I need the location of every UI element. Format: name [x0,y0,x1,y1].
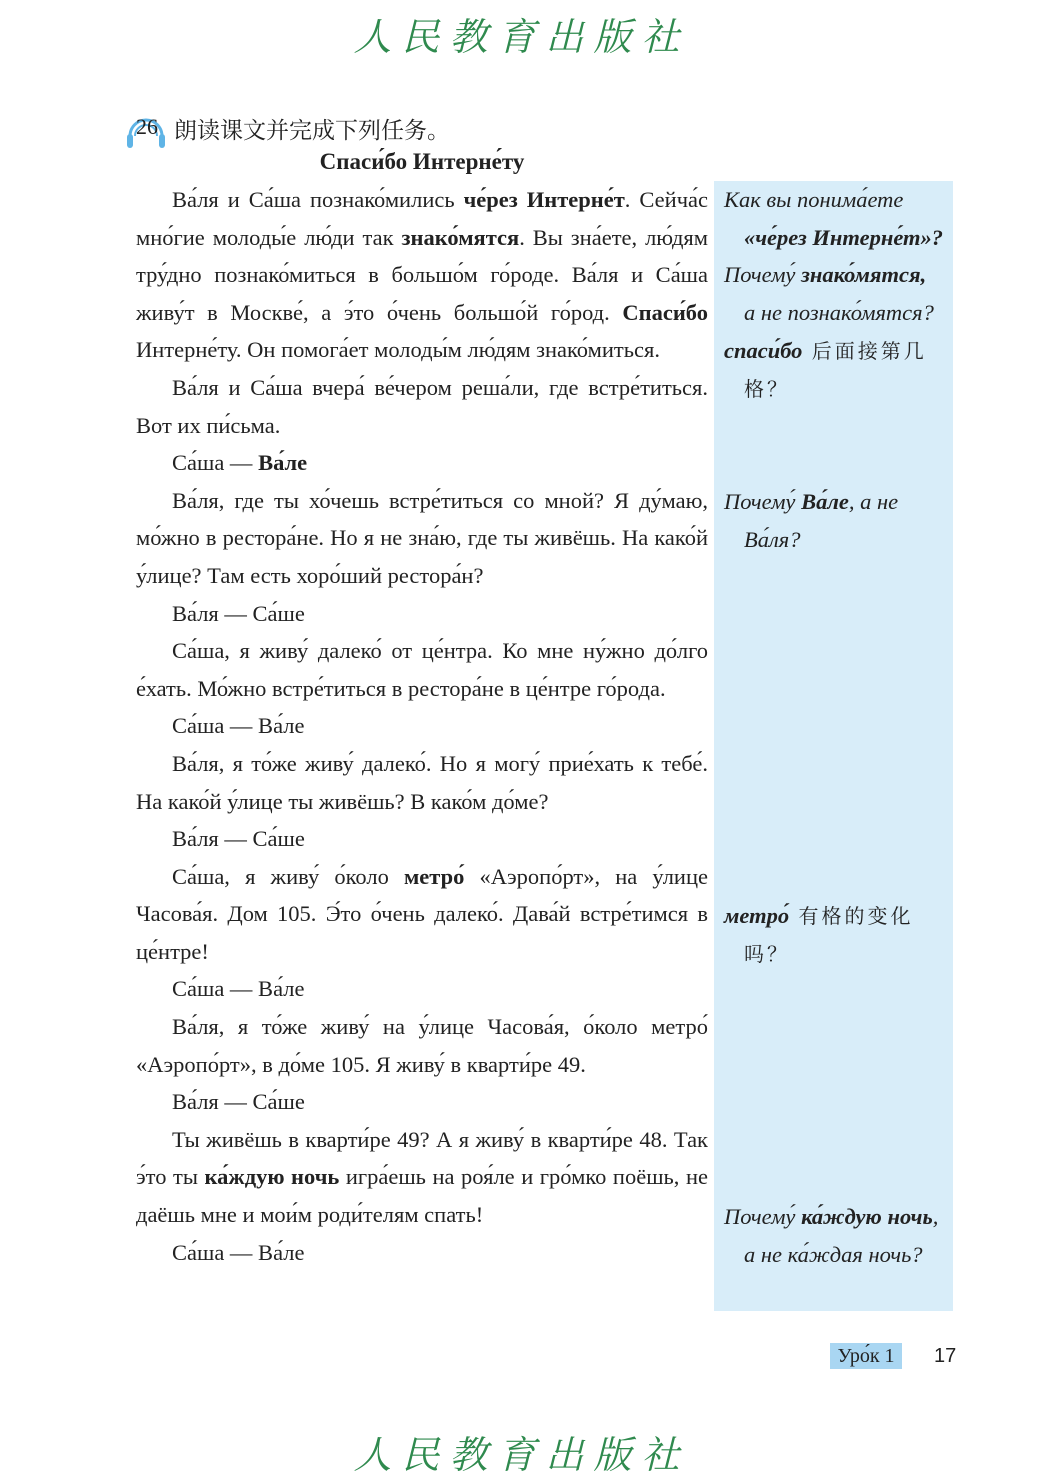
text-run: Са́ша, я живу́ далеко́ от це́нтра. Ко мне ну́жно до́лго е́хать. Мо́жно встре́титься в рестора́не в це́нтре го́рода. [136,638,708,701]
text-run: Ва́ля, где ты хо́чешь встре́титься со мной? Я ду́маю, мо́жно в рестора́не. Но я не зна́ю, где ты живёшь. На како́й у́лице? Там есть хоро́ший рестора́н? [136,487,708,588]
note-text: Почему́ [724,1204,802,1229]
note-keyword: знако́мятся, [801,262,927,287]
text-title: Спаси́бо Интерне́ту [319,149,525,174]
note-keyword: «че́рез Интерне́т»? [744,224,944,250]
task-instruction: 朗读课文并完成下列任务。 [174,118,450,144]
note-metro [724,897,950,973]
text-paragraph [136,632,708,707]
note-line: 格？ [744,376,790,401]
page-number: 17 [934,1345,957,1367]
margin-notes [714,181,953,1311]
text-run: Ва́ля, я то́же живу́ на у́лице Часова́я, о́коло метро́ «Аэропо́рт», в до́ме 105. Я живу́ в кварти́ре 49. [136,1014,708,1077]
highlighted-phrase: че́рез Интерне́т [463,187,625,212]
text-paragraph [136,482,708,595]
highlighted-phrase: Ва́ле [258,450,308,476]
note-keyword: Ва́ле [801,489,849,514]
note-line: а не ка́ждая ночь? [744,1241,923,1267]
highlighted-phrase: ка́ждую ночь [204,1164,340,1190]
text-run: игра́ешь на роя́ле и гро́мко поёшь, не даёшь мне и мои́м роди́телям спать! [136,1164,708,1228]
note-line [724,219,950,257]
note-kazhduyu-noch [724,1198,950,1273]
text-run: Ва́ля, я то́же живу́ далеко́. Но я могу́ прие́хать к тебе́. На како́й у́лице ты живёшь? В како́м до́ме? [136,750,708,814]
note-through-internet [724,181,950,256]
note-line [724,1198,950,1236]
note-text: 后面接第几 [802,339,927,363]
note-line: Ва́ля? [744,526,801,552]
text-paragraph [136,1083,708,1121]
text-run: Са́ша — Ва́ле [172,976,305,1002]
text-run: Са́ша — Ва́ле [172,713,305,739]
text-paragraph [136,1008,708,1083]
highlighted-phrase: знако́мятся [401,224,520,250]
note-text: , а не [848,489,899,514]
note-vale [724,483,950,558]
text-run: Ты живёшь в кварти́ре 49? А я живу́ в кварти́ре 48. Так э́то ты [136,1126,708,1190]
note-line: а не познако́мятся? [744,299,934,325]
text-paragraph [136,369,708,444]
text-run: Ва́ля — Са́ше [172,600,305,626]
note-text: Почему́ [724,489,802,514]
text-run: Интерне́ту. Он помога́ет молоды́м лю́дям знако́миться. [136,337,660,363]
text-run: Са́ша — [172,450,259,476]
text-run: . Вы зна́ете, лю́дям тру́дно познако́миться в большо́м го́роде. Ва́ля и Са́ша живу́т в Москве́, а э́то о́чень большо́й го́род. [136,224,708,325]
note-keyword: ка́ждую ночь [801,1204,933,1229]
note-line [724,332,950,371]
note-keyword: спаси́бо [724,338,803,363]
text-run: Ва́ля и Са́ша вчера́ ве́чером реша́ли, где встре́титься. Вот их пи́сьма. [136,374,708,438]
note-line [724,483,950,521]
text-paragraph [136,1234,708,1272]
text-paragraph [136,970,708,1008]
note-keyword: метро́ [724,903,790,928]
text-run: Са́ша, я живу́ о́коло [172,863,404,889]
text-run: Са́ша — Ва́ле [172,1239,305,1265]
text-paragraph [136,707,708,745]
text-paragraph [136,595,708,633]
publisher-watermark-bottom: 人民教育出版社 [353,1433,690,1477]
text-run: Ва́ля и Са́ша познако́мились [172,187,464,212]
reading-text [136,181,708,1271]
publisher-watermark-top: 人民教育出版社 [353,15,690,59]
note-line [724,256,950,294]
text-paragraph [136,181,708,369]
text-paragraph [136,858,708,971]
note-line: 吗？ [744,941,790,966]
note-text: Почему́ [724,262,802,287]
text-paragraph [136,1121,708,1234]
lesson-label: Уро́к 1 [830,1343,902,1369]
highlighted-phrase: метро́ [403,863,465,889]
task-number: 26 [136,114,158,139]
highlighted-phrase: Спаси́бо [622,299,708,325]
text-run: Ва́ля — Са́ше [172,1089,305,1115]
note-line: Как вы понима́ете [724,187,904,212]
text-run: «Аэропо́рт», на у́лице Часова́я. Дом 105. Э́то о́чень далеко́. Дава́й встре́тимся в це́нтре! [136,863,708,964]
note-line [724,897,950,936]
note-text: 有格的变化 [789,904,914,928]
text-run: Ва́ля — Са́ше [172,826,305,852]
text-paragraph [136,745,708,820]
note-znakomyatsya [724,256,950,331]
note-spasibo [724,332,950,408]
note-text: , [932,1204,939,1229]
text-paragraph [136,820,708,858]
text-run: . Сейча́с мно́гие молоды́е лю́ди так [136,187,708,250]
text-paragraph [136,444,708,482]
